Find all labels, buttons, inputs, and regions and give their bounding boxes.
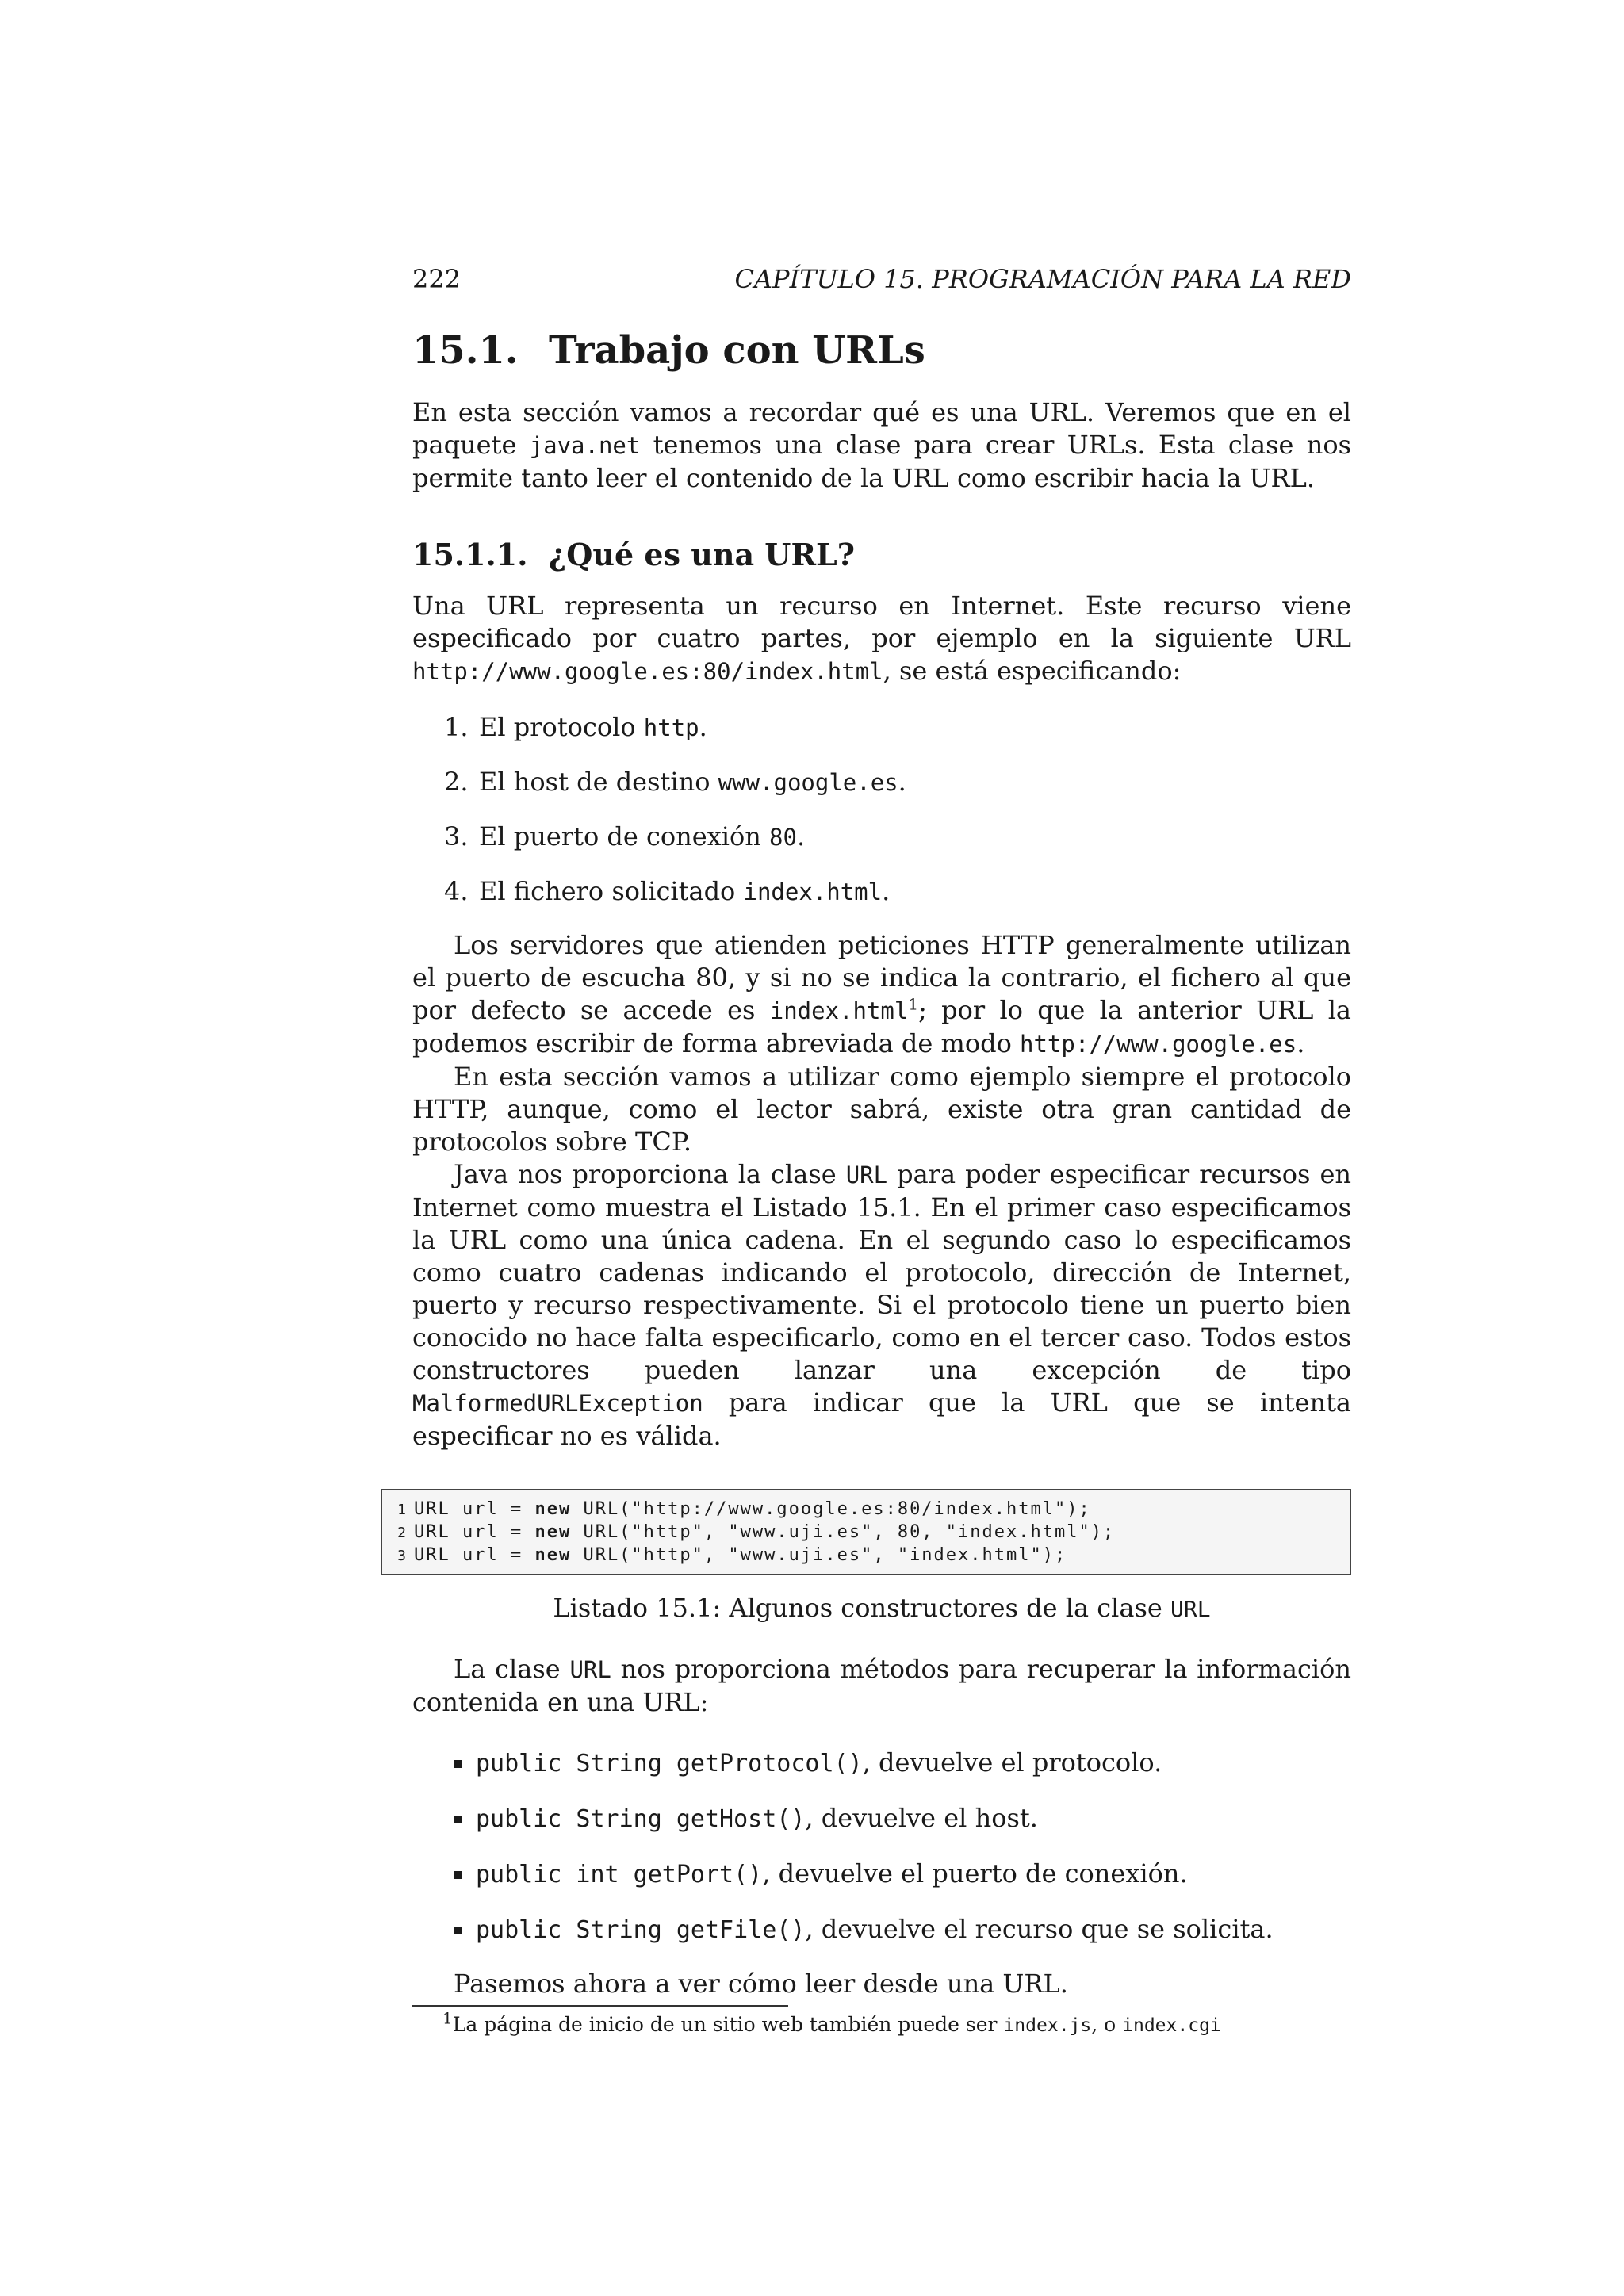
url-definition-paragraph	[412, 590, 1351, 688]
code-text: URL url =	[414, 1522, 535, 1542]
method-description: , devuelve el host.	[805, 1803, 1038, 1833]
http-servers-paragraph	[412, 929, 1351, 1061]
para2-code-url: http://www.google.es	[1020, 1031, 1297, 1058]
para5-text-2: nos proporciona métodos para recuperar la información contenida en una URL:	[412, 1654, 1352, 1717]
line-number: 3	[397, 1548, 406, 1564]
line-number: 1	[397, 1502, 406, 1518]
method-signature: public String getProtocol()	[476, 1750, 863, 1777]
document-page	[397, 262, 1352, 2039]
list-item	[454, 1857, 1351, 1892]
list-item-code: 80	[769, 824, 797, 851]
para1-text-2: , se está especificando:	[883, 656, 1182, 686]
list-item	[444, 710, 1351, 744]
para1-text-1: Una URL representa un recurso en Internet. Este recurso viene especificado por cuatro partes, por ejemplo en la siguiente URL	[412, 591, 1351, 653]
code-text: URL url =	[414, 1499, 535, 1519]
para4-code-url-class: URL	[845, 1161, 888, 1188]
footnote-rule	[412, 2005, 788, 2007]
footnote-text-1: La página de inicio de un sitio web también puede ser	[452, 2013, 1004, 2036]
para4-code-exception: MalformedURLException	[412, 1390, 703, 1417]
section-number: 15.1.	[412, 328, 519, 373]
method-description: , devuelve el recurso que se solicita.	[805, 1914, 1274, 1944]
section-title: Trabajo con URLs	[549, 328, 925, 373]
code-text: URL("http", "www.uji.es", 80, "index.html");	[571, 1522, 1116, 1542]
caption-code: URL	[1170, 1596, 1211, 1622]
para2-text-1: Los servidores que atienden peticiones HTTP generalmente utilizan el puerto de escucha 80, y si no se indica la contrario, el fichero al que por defecto se accede es	[412, 930, 1351, 1025]
method-signature: public String getFile()	[476, 1916, 806, 1944]
para2-text-2: ; por lo que la anterior URL la podemos escribir de forma abreviada de modo	[412, 995, 1352, 1058]
url-parts-list	[412, 710, 1351, 909]
list-item	[454, 1746, 1351, 1781]
list-item-number: 4.	[444, 876, 469, 906]
code-keyword: new	[534, 1522, 572, 1542]
subsection-number: 15.1.1.	[412, 537, 528, 572]
para1-code-url: http://www.google.es:80/index.html	[412, 658, 883, 685]
method-description: , devuelve el protocolo.	[862, 1747, 1162, 1777]
list-item-end: .	[796, 821, 806, 851]
para4-text-3: para indicar que la URL que se intenta especificar no es válida.	[412, 1387, 1351, 1451]
caption-text: Listado 15.1: Algunos constructores de la clase	[553, 1593, 1170, 1623]
list-item-text: El puerto de conexión	[479, 821, 770, 851]
para2-text-3: .	[1297, 1028, 1305, 1058]
subsection-title: ¿Qué es una URL?	[549, 537, 856, 572]
code-text: URL("http", "www.uji.es", "index.html");	[571, 1545, 1067, 1565]
line-number: 2	[397, 1525, 406, 1541]
list-item-text: El host de destino	[479, 767, 718, 797]
code-line	[382, 1498, 1350, 1521]
chapter-title: CAPÍTULO 15. PROGRAMACIÓN PARA LA RED	[734, 264, 1351, 294]
intro-text-1: En esta sección vamos a recordar qué es una URL. Veremos que en el paquete	[412, 397, 1351, 460]
url-class-paragraph	[412, 1158, 1351, 1452]
para5-code-url-class: URL	[569, 1656, 611, 1683]
footnote-reference[interactable]: 1	[908, 994, 919, 1014]
list-item-code: www.google.es	[718, 769, 898, 796]
url-methods-list	[412, 1746, 1351, 1947]
list-item-number: 2.	[444, 767, 469, 797]
list-item-end: .	[699, 712, 707, 742]
para4-text-2: para poder especificar recursos en Internet como muestra el Listado 15.1. En el primer caso especificamos la URL como una única cadena. En el segundo caso lo especificamos como cuatro cadenas indicando el protocolo, dirección de Internet, puerto y recurso respectivamente. Si el protocolo tiene un puerto bien conocido no hace falta especificarlo, como en el tercer caso. Todos estos constructores pueden lanzar una excepción de tipo	[412, 1159, 1351, 1385]
method-signature: public String getHost()	[476, 1805, 806, 1833]
closing-paragraph: Pasemos ahora a ver cómo leer desde una URL.	[454, 1969, 1068, 1999]
intro-text-2: tenemos una clase para crear URLs. Esta clase nos permite tanto leer el contenido de la URL como escribir hacia la URL.	[412, 430, 1352, 493]
list-item	[444, 765, 1351, 799]
http-protocol-paragraph: En esta sección vamos a utilizar como ejemplo siempre el protocolo HTTP, aunque, como el lector sabrá, existe otra gran cantidad de protocolos sobre TCP.	[412, 1062, 1351, 1157]
list-item	[444, 820, 1351, 854]
code-listing	[381, 1489, 1351, 1575]
listing-caption	[412, 1591, 1351, 1626]
list-item-end: .	[898, 767, 906, 797]
footnote-text-2: , o	[1091, 2013, 1123, 2036]
list-item	[454, 1801, 1351, 1836]
method-description: , devuelve el puerto de conexión.	[762, 1858, 1188, 1888]
intro-code-package: java.net	[529, 432, 641, 459]
para4-text-1: Java nos proporciona la clase	[454, 1159, 846, 1189]
running-header	[412, 262, 1351, 297]
footnote-mark: 1	[442, 2008, 453, 2028]
code-keyword: new	[534, 1499, 572, 1519]
footnote-code-1: index.js	[1003, 2015, 1092, 2036]
code-keyword: new	[534, 1545, 572, 1565]
url-methods-intro-paragraph	[412, 1653, 1351, 1719]
list-item-number: 3.	[444, 821, 469, 851]
footnote-code-2: index.cgi	[1122, 2015, 1221, 2036]
list-item-code: http	[643, 714, 699, 741]
code-line	[382, 1544, 1350, 1567]
page-number: 222	[412, 264, 462, 294]
code-line	[382, 1521, 1350, 1544]
para5-text-1: La clase	[454, 1654, 570, 1684]
list-item-text: El protocolo	[479, 712, 644, 742]
list-item	[444, 874, 1351, 909]
list-item-number: 1.	[444, 712, 469, 742]
list-item-end: .	[882, 876, 891, 906]
subsection-heading	[412, 536, 1351, 574]
list-item	[454, 1912, 1351, 1947]
para2-code-index: index.html	[769, 997, 909, 1024]
list-item-code: index.html	[743, 878, 883, 905]
section-heading	[412, 327, 1351, 374]
code-text: URL url =	[414, 1545, 535, 1565]
code-text: URL("http://www.google.es:80/index.html");	[571, 1499, 1091, 1519]
method-signature: public int getPort()	[476, 1861, 763, 1888]
list-item-text: El fichero solicitado	[479, 876, 744, 906]
footnote	[412, 2008, 1351, 2039]
intro-paragraph	[412, 396, 1351, 495]
